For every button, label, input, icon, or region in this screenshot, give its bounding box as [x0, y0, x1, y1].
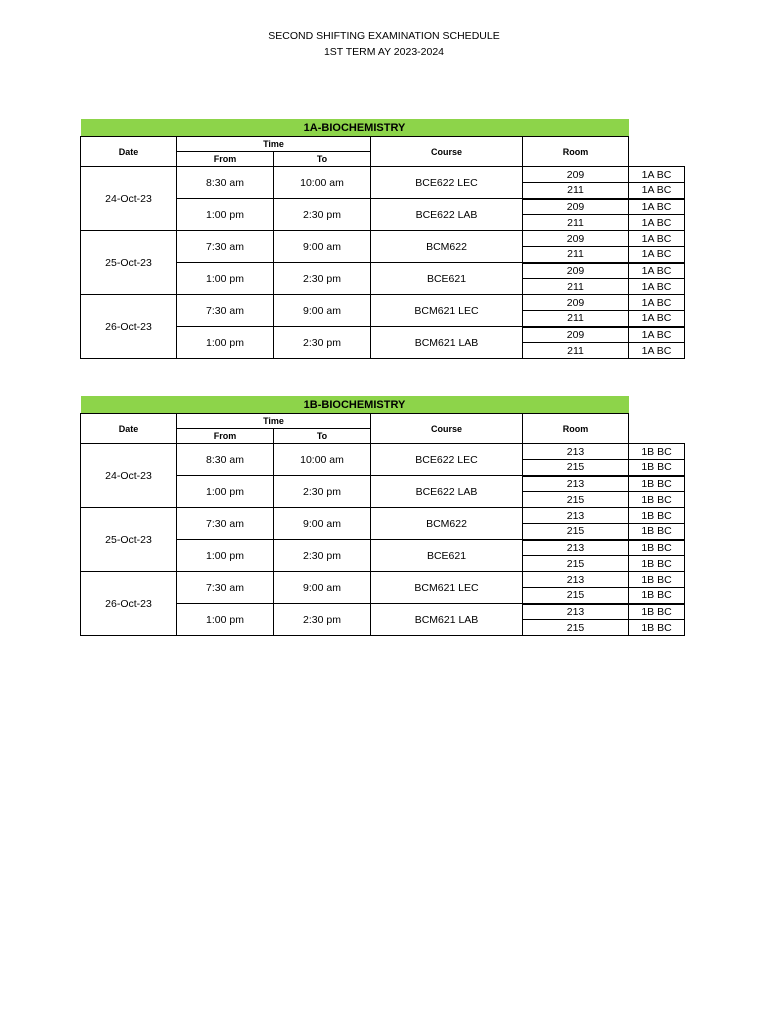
section-cell: 1A BC: [629, 311, 685, 327]
course-cell: BCM621 LAB: [371, 327, 523, 359]
section-title: 1B-BIOCHEMISTRY: [81, 396, 629, 414]
header-spacer: [629, 414, 685, 444]
course-cell: BCE622 LAB: [371, 199, 523, 231]
section-cell: 1B BC: [629, 508, 685, 524]
header-room: Room: [523, 414, 629, 444]
room-cell: 211: [523, 215, 629, 231]
room-cell: 209: [523, 295, 629, 311]
course-cell: BCE622 LEC: [371, 167, 523, 199]
time-from-cell: 1:00 pm: [177, 327, 274, 359]
time-from-cell: 7:30 am: [177, 508, 274, 540]
room-cell: 213: [523, 604, 629, 620]
time-from-cell: 1:00 pm: [177, 476, 274, 508]
table-row: [81, 444, 685, 460]
section-cell: 1A BC: [629, 167, 685, 183]
section-cell: 1A BC: [629, 247, 685, 263]
time-to-cell: 2:30 pm: [274, 604, 371, 636]
section-cell: 1B BC: [629, 476, 685, 492]
room-cell: 213: [523, 508, 629, 524]
header-date: Date: [81, 414, 177, 444]
schedule-banner-row: [81, 119, 685, 137]
schedule-table: [80, 396, 685, 636]
room-cell: 209: [523, 167, 629, 183]
banner-spacer: [629, 119, 685, 137]
date-cell: 25-Oct-23: [81, 508, 177, 572]
date-cell: 25-Oct-23: [81, 231, 177, 295]
course-cell: BCM621 LEC: [371, 295, 523, 327]
time-from-cell: 1:00 pm: [177, 604, 274, 636]
header-to: To: [274, 429, 371, 444]
table-row: [81, 167, 685, 183]
time-to-cell: 9:00 am: [274, 295, 371, 327]
course-cell: BCE621: [371, 540, 523, 572]
section-cell: 1A BC: [629, 279, 685, 295]
time-to-cell: 2:30 pm: [274, 540, 371, 572]
document-subtitle: 1ST TERM AY 2023-2024: [323, 46, 445, 58]
schedule-banner-row: [81, 396, 685, 414]
time-to-cell: 2:30 pm: [274, 476, 371, 508]
room-cell: 215: [523, 460, 629, 476]
course-cell: BCE621: [371, 263, 523, 295]
room-cell: 211: [523, 279, 629, 295]
room-cell: 209: [523, 327, 629, 343]
time-to-cell: 2:30 pm: [274, 199, 371, 231]
section-cell: 1B BC: [629, 604, 685, 620]
room-cell: 213: [523, 476, 629, 492]
header-from: From: [177, 429, 274, 444]
time-from-cell: 1:00 pm: [177, 199, 274, 231]
date-cell: 26-Oct-23: [81, 295, 177, 359]
course-cell: BCM622: [371, 508, 523, 540]
room-cell: 213: [523, 444, 629, 460]
course-cell: BCE622 LEC: [371, 444, 523, 476]
section-cell: 1A BC: [629, 295, 685, 311]
section-cell: 1B BC: [629, 556, 685, 572]
time-from-cell: 7:30 am: [177, 231, 274, 263]
room-cell: 215: [523, 492, 629, 508]
date-cell: 24-Oct-23: [81, 444, 177, 508]
section-cell: 1B BC: [629, 524, 685, 540]
header-room: Room: [523, 137, 629, 167]
room-cell: 213: [523, 572, 629, 588]
time-from-cell: 1:00 pm: [177, 263, 274, 295]
table-row: [81, 231, 685, 247]
section-cell: 1A BC: [629, 183, 685, 199]
room-cell: 211: [523, 183, 629, 199]
time-from-cell: 7:30 am: [177, 572, 274, 604]
table-row: [81, 572, 685, 588]
room-cell: 211: [523, 311, 629, 327]
document-header: [0, 28, 768, 60]
section-cell: 1B BC: [629, 588, 685, 604]
header-spacer: [629, 137, 685, 167]
section-cell: 1B BC: [629, 572, 685, 588]
section-cell: 1A BC: [629, 263, 685, 279]
date-cell: 24-Oct-23: [81, 167, 177, 231]
section-cell: 1B BC: [629, 444, 685, 460]
room-cell: 215: [523, 588, 629, 604]
header-time: Time: [177, 137, 371, 152]
section-title: 1A-BIOCHEMISTRY: [81, 119, 629, 137]
room-cell: 213: [523, 540, 629, 556]
room-cell: 209: [523, 199, 629, 215]
section-cell: 1B BC: [629, 492, 685, 508]
banner-spacer: [629, 396, 685, 414]
room-cell: 215: [523, 620, 629, 636]
section-cell: 1A BC: [629, 343, 685, 359]
table-row: [81, 295, 685, 311]
header-row: [81, 137, 685, 152]
section-cell: 1A BC: [629, 327, 685, 343]
header-course: Course: [371, 137, 523, 167]
room-cell: 211: [523, 343, 629, 359]
date-cell: 26-Oct-23: [81, 572, 177, 636]
time-from-cell: 8:30 am: [177, 444, 274, 476]
room-cell: 209: [523, 263, 629, 279]
header-date: Date: [81, 137, 177, 167]
header-from: From: [177, 152, 274, 167]
room-cell: 215: [523, 524, 629, 540]
header-time: Time: [177, 414, 371, 429]
section-cell: 1A BC: [629, 215, 685, 231]
time-to-cell: 2:30 pm: [274, 263, 371, 295]
section-cell: 1A BC: [629, 231, 685, 247]
time-to-cell: 10:00 am: [274, 444, 371, 476]
section-cell: 1A BC: [629, 199, 685, 215]
section-cell: 1B BC: [629, 540, 685, 556]
room-cell: 215: [523, 556, 629, 572]
time-to-cell: 9:00 am: [274, 508, 371, 540]
schedule-table: [80, 119, 685, 359]
schedule-1b: [80, 396, 684, 636]
time-from-cell: 1:00 pm: [177, 540, 274, 572]
time-from-cell: 8:30 am: [177, 167, 274, 199]
time-to-cell: 2:30 pm: [274, 327, 371, 359]
header-to: To: [274, 152, 371, 167]
room-cell: 209: [523, 231, 629, 247]
header-course: Course: [371, 414, 523, 444]
time-to-cell: 10:00 am: [274, 167, 371, 199]
room-cell: 211: [523, 247, 629, 263]
schedule-1a: [80, 119, 684, 359]
table-row: [81, 508, 685, 524]
section-cell: 1B BC: [629, 620, 685, 636]
document-title: SECOND SHIFTING EXAMINATION SCHEDULE: [268, 30, 500, 42]
time-to-cell: 9:00 am: [274, 231, 371, 263]
header-row: [81, 414, 685, 429]
course-cell: BCE622 LAB: [371, 476, 523, 508]
time-from-cell: 7:30 am: [177, 295, 274, 327]
course-cell: BCM621 LEC: [371, 572, 523, 604]
course-cell: BCM622: [371, 231, 523, 263]
time-to-cell: 9:00 am: [274, 572, 371, 604]
section-cell: 1B BC: [629, 460, 685, 476]
course-cell: BCM621 LAB: [371, 604, 523, 636]
